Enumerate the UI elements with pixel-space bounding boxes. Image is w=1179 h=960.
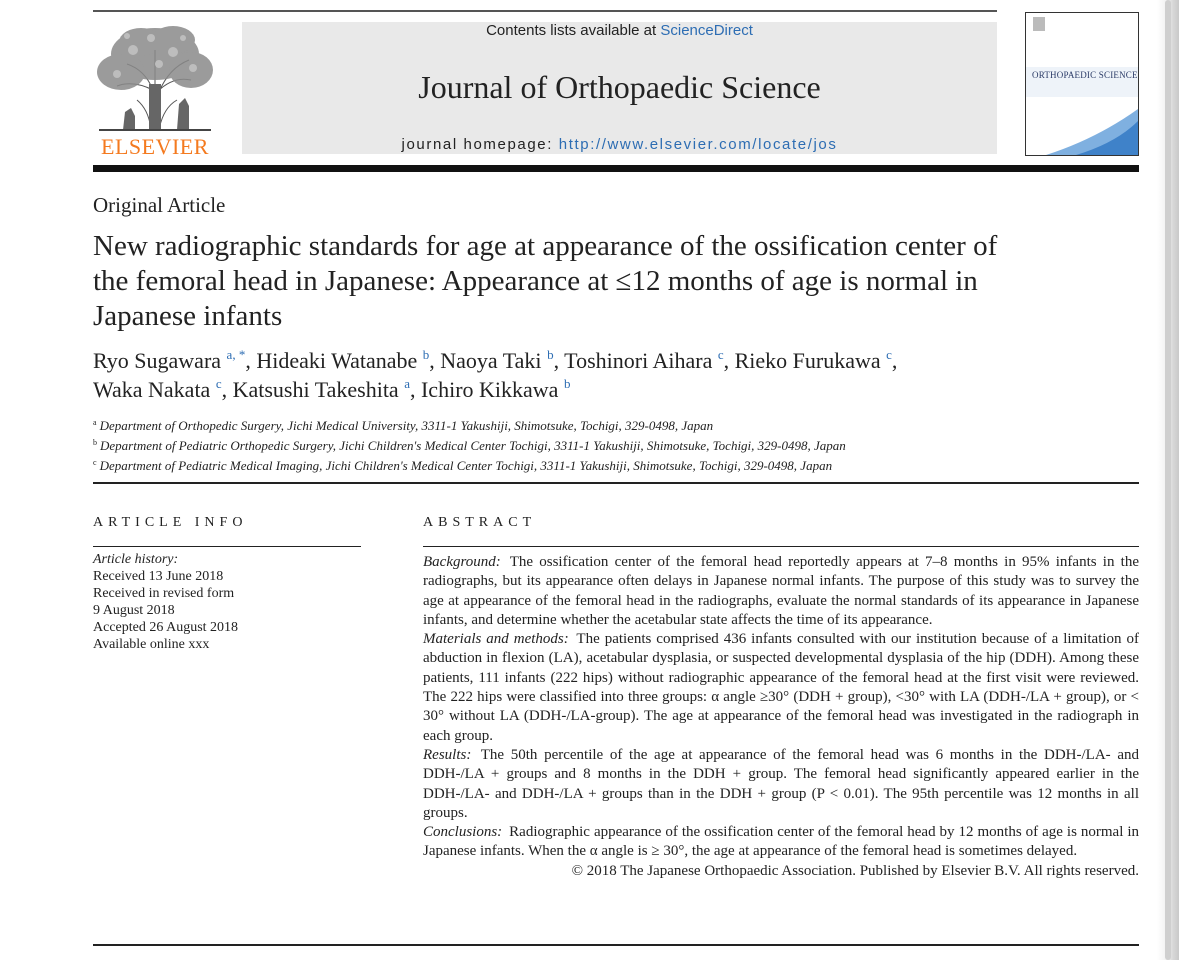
history-heading: Article history: [93, 552, 179, 567]
author-affil-marker[interactable]: b [563, 376, 571, 391]
author-affil-marker[interactable]: c [886, 347, 892, 362]
abstract-section-text: The ossification center of the femoral head reportedly appears at 7–8 months in 95% infants in the radiographs, but its appearance often delays in Japanese normal infants. The purpose of this study was to survey the age at appearance of the femoral head in the radiographs, evaluate the normal standards of its appearance in Japanese infants, and determine whether the acetabular state affects the time of its appearance. [423, 554, 1140, 628]
author-name: Ryo Sugawara [93, 348, 222, 373]
author-name: Toshinori Aihara [564, 348, 713, 373]
affiliation-text: Department of Orthopedic Surgery, Jichi Medical University, 3311-1 Yakushiji, Shimotsuke, Tochigi, 329-0498, Japan [99, 418, 714, 433]
homepage-prefix: journal homepage: [401, 136, 553, 153]
affiliation-text: Department of Pediatric Medical Imaging, Jichi Children's Medical Center Tochigi, 3311-1 Yakushiji, Shimotsuke, Tochigi, 329-0498, Japan [99, 458, 833, 473]
article-type: Original Article [93, 193, 226, 217]
journal-masthead [242, 22, 997, 154]
header-top-rule [93, 10, 997, 12]
contents-line [242, 22, 997, 39]
author-affil-marker[interactable]: c [215, 376, 222, 391]
history-line: 9 August 2018 [93, 603, 175, 618]
viewer-scrollbar[interactable] [1165, 0, 1171, 960]
history-line: Accepted 26 August 2018 [93, 620, 239, 635]
abstract-body [423, 553, 1139, 881]
homepage-link[interactable]: http://www.elsevier.com/locate/jos [558, 136, 838, 153]
author-affil-marker[interactable]: b [547, 347, 554, 362]
sciencedirect-link[interactable]: ScienceDirect [660, 22, 753, 39]
author-name: Ichiro Kikkawa [420, 377, 559, 402]
abstract-section-label: Background: [423, 554, 501, 570]
author-affil-marker[interactable]: a, * [226, 347, 246, 362]
contents-prefix: Contents lists available at [486, 22, 657, 39]
history-line: Received in revised form [93, 586, 235, 601]
author-name: Rieko Furukawa [734, 348, 881, 373]
author-list: Ryo Sugawara $^{a, *}$, Hideaki Watanabe $^b$, Naoya Taki $^b$, Toshinori Aihara $^c$, Rieko Furukawa $^c$, Waka Nakata $^c$, Katsushi Takeshita $^a$, Ichiro Kikkawa $^b$ [93, 347, 898, 402]
affiliation-marker: a [93, 418, 97, 427]
author-name: Naoya Taki [440, 348, 542, 373]
history-line: Available online xxx [93, 637, 210, 652]
author[interactable] [421, 377, 570, 402]
affiliation-list [93, 414, 1043, 474]
author[interactable] [93, 377, 222, 402]
affiliation-item [93, 434, 1043, 454]
author[interactable] [564, 348, 723, 373]
abstract-section-label: Materials and methods: [423, 631, 569, 648]
abstract-section-label: Conclusions: [423, 824, 503, 841]
abstract-rule [423, 546, 1139, 547]
section-divider [93, 482, 1139, 484]
author-name: Katsushi Takeshita [232, 377, 399, 402]
history-line: Received 13 June 2018 [93, 569, 224, 584]
cover-title: ORTHOPAEDIC SCIENCE [1032, 70, 1138, 80]
abstract-section-text: The 50th percentile of the age at appearance of the femoral head was 6 months in the DDH-/LA- and DDH-/LA + groups and 8 months in the DDH + group. The femoral head significantly appeared earlier in the DDH-/LA- and DDH-/LA + groups than in the DDH + group (P < 0.01). The 95th percentile was 12 months in all groups. [423, 746, 1139, 821]
article-history [93, 551, 361, 653]
author-affil-marker[interactable]: c [717, 347, 724, 362]
author-affil-marker[interactable]: a [404, 376, 410, 391]
author-name: Hideaki Watanabe [256, 348, 418, 373]
cover-wave-graphic [1026, 109, 1138, 155]
copyright-notice: © 2018 The Japanese Orthopaedic Association. Published by Elsevier B.V. All rights reserved. [571, 862, 1139, 879]
abstract-section-label: Results: [423, 746, 472, 763]
journal-cover-thumbnail [1025, 12, 1139, 156]
homepage-line [242, 136, 997, 153]
article-info-rule [93, 546, 361, 547]
abstract-section-text: Radiographic appearance of the ossification center of the femoral head by 12 months of age is normal in Japanese infants. When the α angle is ≥ 30°, the age at appearance of the femoral head is sometimes delayed. [423, 824, 1140, 860]
bottom-rule [93, 944, 1139, 946]
author-affil-marker[interactable]: b [422, 347, 430, 362]
affiliation-text: Department of Pediatric Orthopedic Surgery, Jichi Children's Medical Center Tochigi, 3311-1 Yakushiji, Shimotsuke, Tochigi, 329-0498, Japan [100, 438, 846, 453]
article-title: New radiographic standards for age at appearance of the ossification center of the femoral head in Japanese: Appearance at ≤12 months of age is normal in Japanese infants [93, 230, 998, 332]
abstract-section [423, 630, 1139, 746]
affiliation-item [93, 414, 1043, 434]
abstract-section [423, 553, 1139, 630]
journal-title: Journal of Orthopaedic Science [418, 69, 821, 105]
affiliation-marker: b [93, 438, 97, 447]
abstract-section [423, 823, 1139, 862]
abstract-heading: ABSTRACT [423, 515, 537, 530]
author[interactable] [256, 348, 429, 373]
author[interactable] [735, 348, 892, 373]
author[interactable] [440, 348, 553, 373]
article-info-heading: ARTICLE INFO [93, 515, 248, 530]
abstract-section [423, 746, 1139, 823]
author[interactable] [233, 377, 410, 402]
author-name: Waka Nakata [93, 377, 211, 402]
cover-publisher-icon [1033, 17, 1045, 31]
header-heavy-rule [93, 165, 1139, 172]
publisher-name: ELSEVIER [101, 134, 209, 159]
author[interactable] [93, 348, 245, 373]
abstract-section-text: The patients comprised 436 infants consulted with our institution because of a limitation of abduction in flexion (LA), acetabular dysplasia, or suspected developmental dysplasia of the hip (DDH). Among these patients, 111 infants (222 hips) without radiographic appearance of the femoral head at the first visit were reviewed. The 222 hips were classified into three groups: α angle ≥30° (DDH + group), <30° with LA (DDH-/LA + group), or < 30° without LA (DDH-/LA-group). The age at appearance of the femoral head was investigated in the radiograph in each group. [423, 631, 1139, 744]
affiliation-item [93, 454, 1043, 474]
affiliation-marker: c [93, 458, 97, 467]
